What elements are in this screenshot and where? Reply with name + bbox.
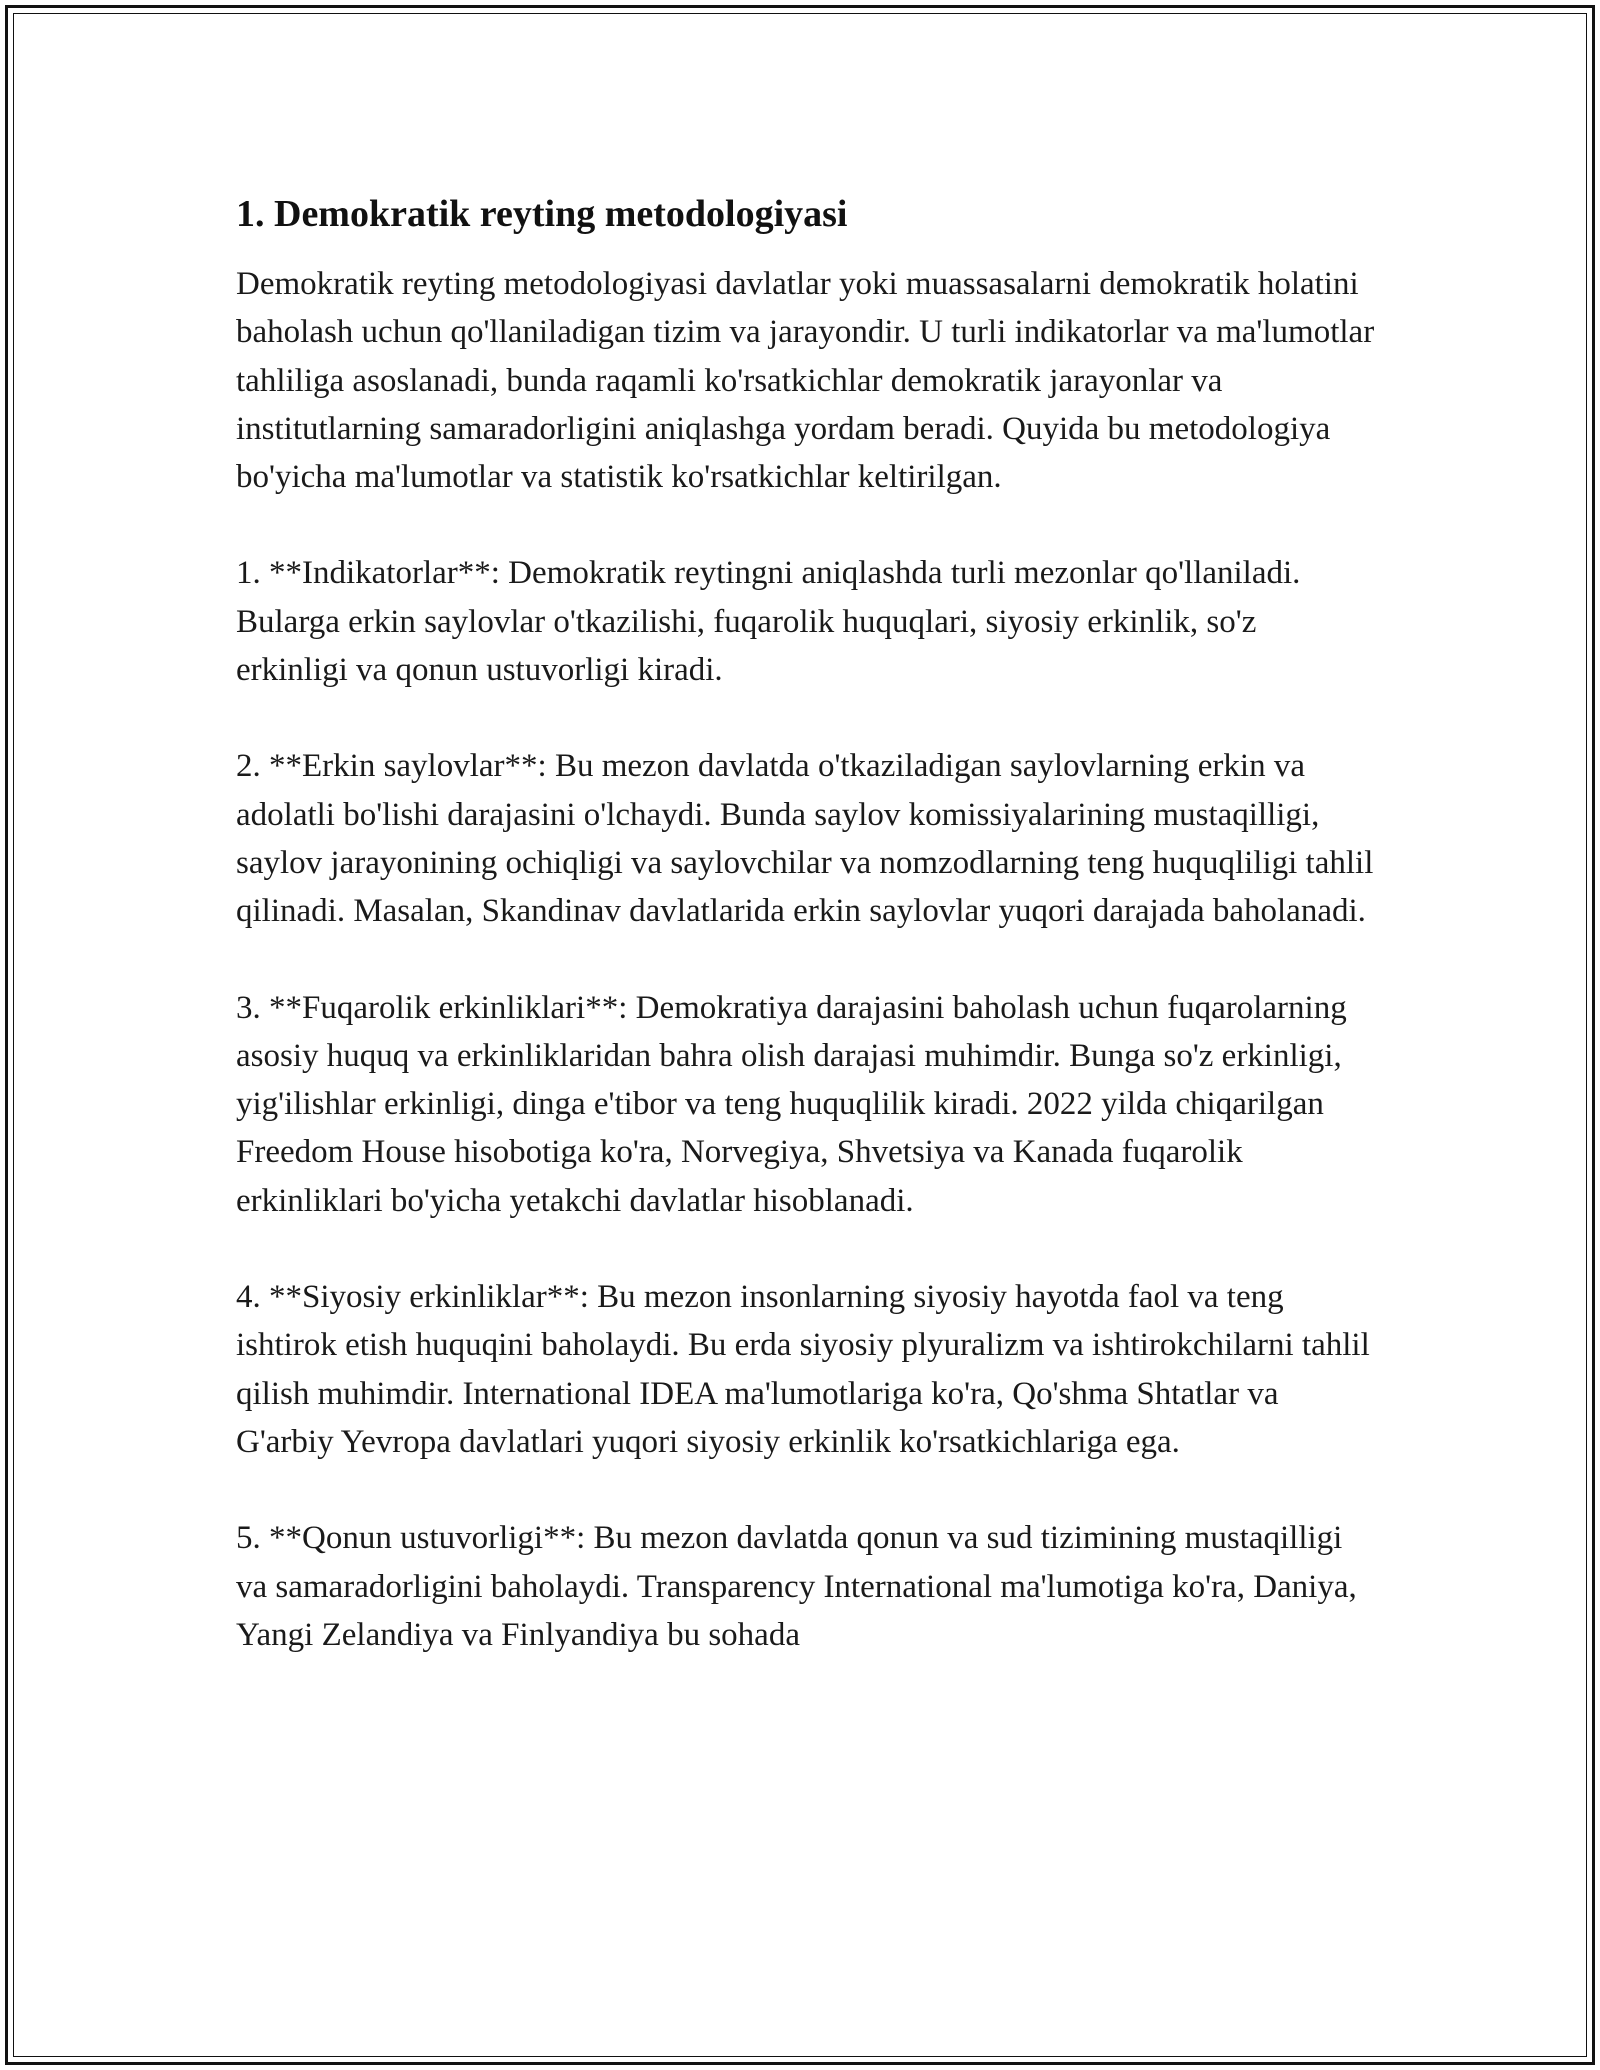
item-fuqarolik-erkinliklari-paragraph: 3. **Fuqarolik erkinliklari**: Demokratiya darajasini baholash uchun fuqarolarning asosiy huquq va erkinliklaridan bahra olish darajasi muhimdir. Bunga so'z erkinligi, yig'ilishlar erkinligi, dinga e'tibor va teng huquqlilik kiradi. 2022 yilda chiqarilgan Freedom House hisobotiga ko'ra, Norvegiya, Shvetsiya va Kanada fuqarolik erkinliklari bo'yicha yetakchi davlatlar hisoblanadi. (236, 989, 1347, 1219)
item-erkin-saylovlar-paragraph: 2. **Erkin saylovlar**: Bu mezon davlatda o'tkaziladigan saylovlarning erkin va adolatli bo'lishi darajasini o'lchaydi. Bunda saylov komissiyalarining mustaqilligi, saylov jarayonining ochiqligi va saylovchilar va nomzodlarning teng huquqliligi tahlil qilinadi. Masalan, Skandinav davlatlarida erkin saylovlar yuqori darajada baholanadi. (236, 748, 1374, 930)
section-heading: 1. Demokratik reyting metodologiyasi (236, 193, 848, 235)
document-body (236, 190, 1376, 1707)
item-indikatorlar-paragraph: 1. **Indikatorlar**: Demokratik reytingni aniqlashda turli mezonlar qo'llaniladi. Bularga erkin saylovlar o'tkazilishi, fuqarolik huquqlari, siyosiy erkinlik, so'z erkinligi va qonun ustuvorligi kiradi. (236, 555, 1301, 689)
item-siyosiy-erkinliklar-paragraph: 4. **Siyosiy erkinliklar**: Bu mezon insonlarning siyosiy hayotda faol va teng ishtirok etish huquqini baholaydi. Bu erda siyosiy plyuralizm va ishtirokchilarni tahlil qilish muhimdir. International IDEA ma'lumotlariga ko'ra, Qo'shma Shtatlar va G'arbiy Yevropa davlatlari yuqori siyosiy erkinlik ko'rsatkichlariga ega. (236, 1279, 1370, 1460)
item-qonun-ustuvorligi-paragraph: 5. **Qonun ustuvorligi**: Bu mezon davlatda qonun va sud tizimining mustaqilligi va samaradorligini baholaydi. Transparency International ma'lumotiga ko'ra, Daniya, Yangi Zelandiya va Finlyandiya bu sohada (236, 1520, 1357, 1653)
intro-paragraph: Demokratik reyting metodologiyasi davlatlar yoki muassasalarni demokratik holatini baholash uchun qo'llaniladigan tizim va jarayondir. U turli indikatorlar va ma'lumotlar tahliliga asoslanadi, bunda raqamli ko'rsatkichlar demokratik jarayonlar va institutlarning samaradorligini aniqlashga yordam beradi. Quyida bu metodologiya bo'yicha ma'lumotlar va statistik ko'rsatkichlar keltirilgan. (236, 266, 1375, 496)
